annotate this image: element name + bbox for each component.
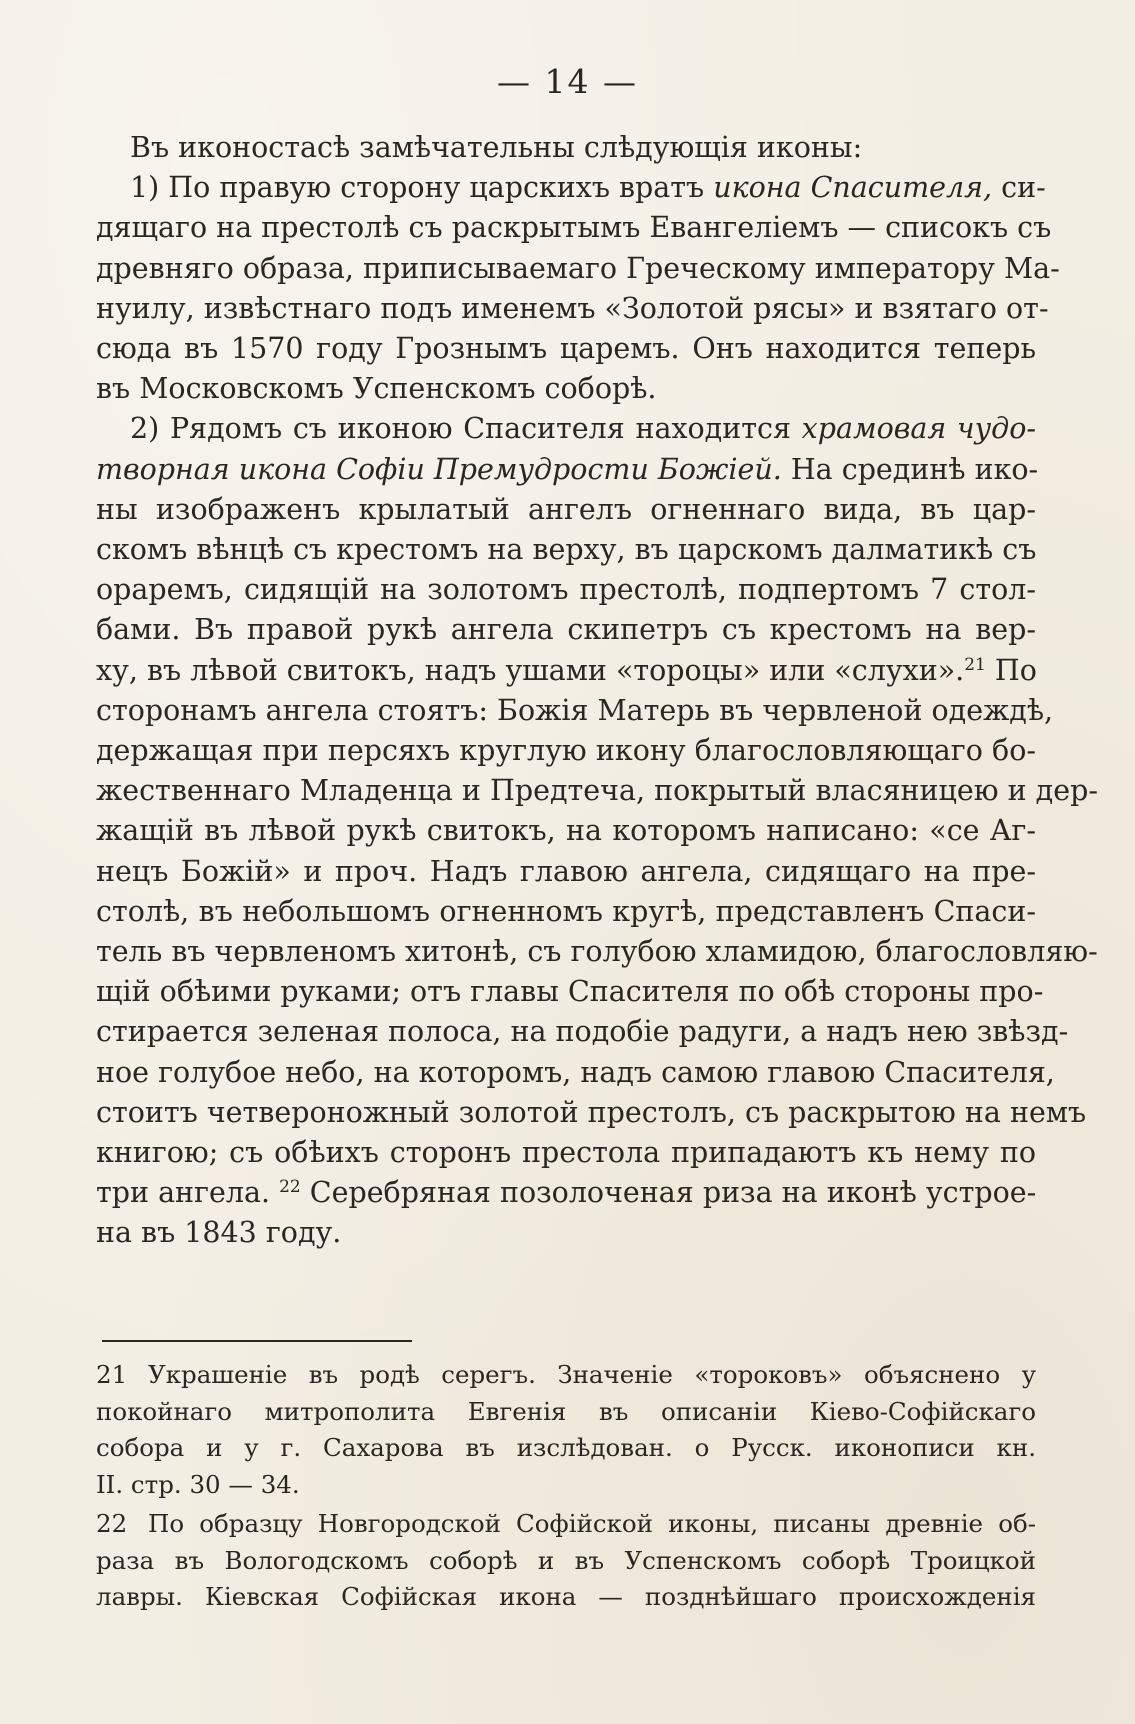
text-line: жественнаго Младенца и Предтеча, покрытый власяницею и дер- — [96, 774, 1098, 808]
text-line: бами. Въ правой рукѣ ангела скипетръ съ крестомъ на вер- — [96, 613, 1036, 647]
text-line: сюда въ 1570 году Грознымъ царемъ. Онъ находится теперь — [96, 332, 1036, 366]
footnote-line: лавры. Кіевская Софійская икона — позднѣйшаго происхожденія — [96, 1582, 1036, 1611]
text-line: древняго образа, приписываемаго Греческому императору Ма- — [96, 251, 1060, 285]
footnote-line: раза въ Вологодскомъ соборѣ и въ Успенскомъ соборѣ Троицкой — [96, 1545, 1036, 1575]
footnote-number: 21 — [96, 1360, 128, 1389]
footnote-line — [96, 1506, 1036, 1543]
footnote-21 — [96, 1357, 1036, 1503]
text-line: держащая при персяхъ круглую икону благословляющаго бо- — [96, 734, 1036, 768]
text-line — [96, 409, 1036, 449]
text-run: 1) По правую сторону царскихъ вратъ — [130, 171, 714, 205]
text-line: книгою; съ обѣихъ сторонъ престола припадаютъ къ нему по — [96, 1136, 1036, 1170]
text-run: ху, въ лѣвой свитокъ, надъ ушами «тороцы» или «слухи». — [96, 653, 965, 687]
paragraph-1 — [96, 168, 1060, 409]
text-line: нецъ Божій» и проч. Надъ главою ангела, сидящаго на пре- — [96, 854, 1036, 888]
intro-line: Въ иконостасѣ замѣчательны слѣдующія иконы: — [130, 131, 863, 164]
text-line — [96, 651, 1036, 691]
footnote-line: собора и у г. Сахарова въ изслѣдован. о Русск. иконописи кн. — [96, 1433, 1036, 1462]
text-run: три ангела. — [96, 1176, 271, 1210]
text-line: ораремъ, сидящій на золотомъ престолѣ, подпертомъ 7 стол- — [96, 573, 1036, 607]
text-line: ное голубое небо, на которомъ, надъ самою главою Спасителя, — [96, 1055, 1055, 1089]
text-line — [96, 168, 1046, 208]
text-line: стирается зеленая полоса, на подобіе радуги, а надъ нею звѣзд- — [96, 1015, 1069, 1049]
footnote-ref-22[interactable]: 22 — [279, 1177, 301, 1198]
emphasis-run: икона Спасителя, — [713, 171, 993, 205]
text-run: 2) Рядомъ съ иконою Спасителя находится — [130, 412, 802, 446]
text-line: въ Московскомъ Успенскомъ соборѣ. — [96, 372, 657, 406]
text-line: скомъ вѣнцѣ съ крестомъ на верху, въ царскомъ далматикѣ съ — [96, 533, 1037, 567]
text-line: тель въ червленомъ хитонѣ, съ голубою хламидою, благословляю- — [96, 935, 1098, 969]
footnote-line — [96, 1357, 1036, 1394]
text-run: По — [985, 653, 1037, 687]
text-line: жащій въ лѣвой рукѣ свитокъ, на которомъ написано: «се Аг- — [96, 814, 1036, 848]
footnote-line: II. стр. 30 — 34. — [96, 1469, 300, 1499]
page-number: — 14 — — [497, 62, 638, 101]
text-line: дящаго на престолѣ съ раскрытымъ Евангеліемъ — списокъ съ — [96, 211, 1052, 245]
text-line: сторонамъ ангела стоятъ: Божія Матерь въ червленой одеждѣ, — [96, 693, 1054, 727]
text-line: на въ 1843 году. — [96, 1216, 342, 1250]
text-line: ны изображенъ крылатый ангелъ огненнаго вида, въ цар- — [96, 492, 1036, 526]
paragraph-2 — [96, 409, 1098, 1253]
text-line: стоитъ четвероножный золотой престолъ, съ раскрытою на немъ — [96, 1095, 1087, 1129]
footnote-22 — [96, 1506, 1036, 1616]
text-line: нуилу, извѣстнаго подъ именемъ «Золотой рясы» и взятаго от- — [96, 291, 1049, 325]
text-run: Украшеніе въ родѣ серегъ. Значеніе «тороковъ» объяснено у — [148, 1360, 1036, 1389]
text-run: Серебряная позолоченая риза на иконѣ устроe- — [300, 1176, 1037, 1210]
footnote-ref-21[interactable]: 21 — [964, 654, 986, 675]
footnotes — [96, 1357, 1036, 1619]
footnote-line: покойнаго митрополита Евгенія въ описаніи Кіево-Софійскаго — [96, 1396, 1036, 1426]
text-run: си- — [992, 171, 1046, 205]
text-run: По образцу Новгородской Софійской иконы, писаны древніе об- — [148, 1509, 1036, 1538]
emphasis-run: творная икона Софіи Премудрости Божіей. — [96, 452, 782, 486]
text-line — [96, 450, 1039, 490]
text-line: щій обѣими руками; отъ главы Спасителя по обѣ стороны про- — [96, 975, 1044, 1009]
emphasis-run: храмовая чудо- — [801, 412, 1037, 446]
footnote-divider — [102, 1340, 412, 1342]
footnote-number: 22 — [96, 1509, 128, 1538]
text-run: На срединѣ ико- — [781, 452, 1039, 486]
text-line — [96, 1173, 1036, 1213]
text-line: столѣ, въ небольшомъ огненномъ кругѣ, представленъ Спаси- — [96, 894, 1036, 928]
main-text — [96, 128, 1098, 1254]
